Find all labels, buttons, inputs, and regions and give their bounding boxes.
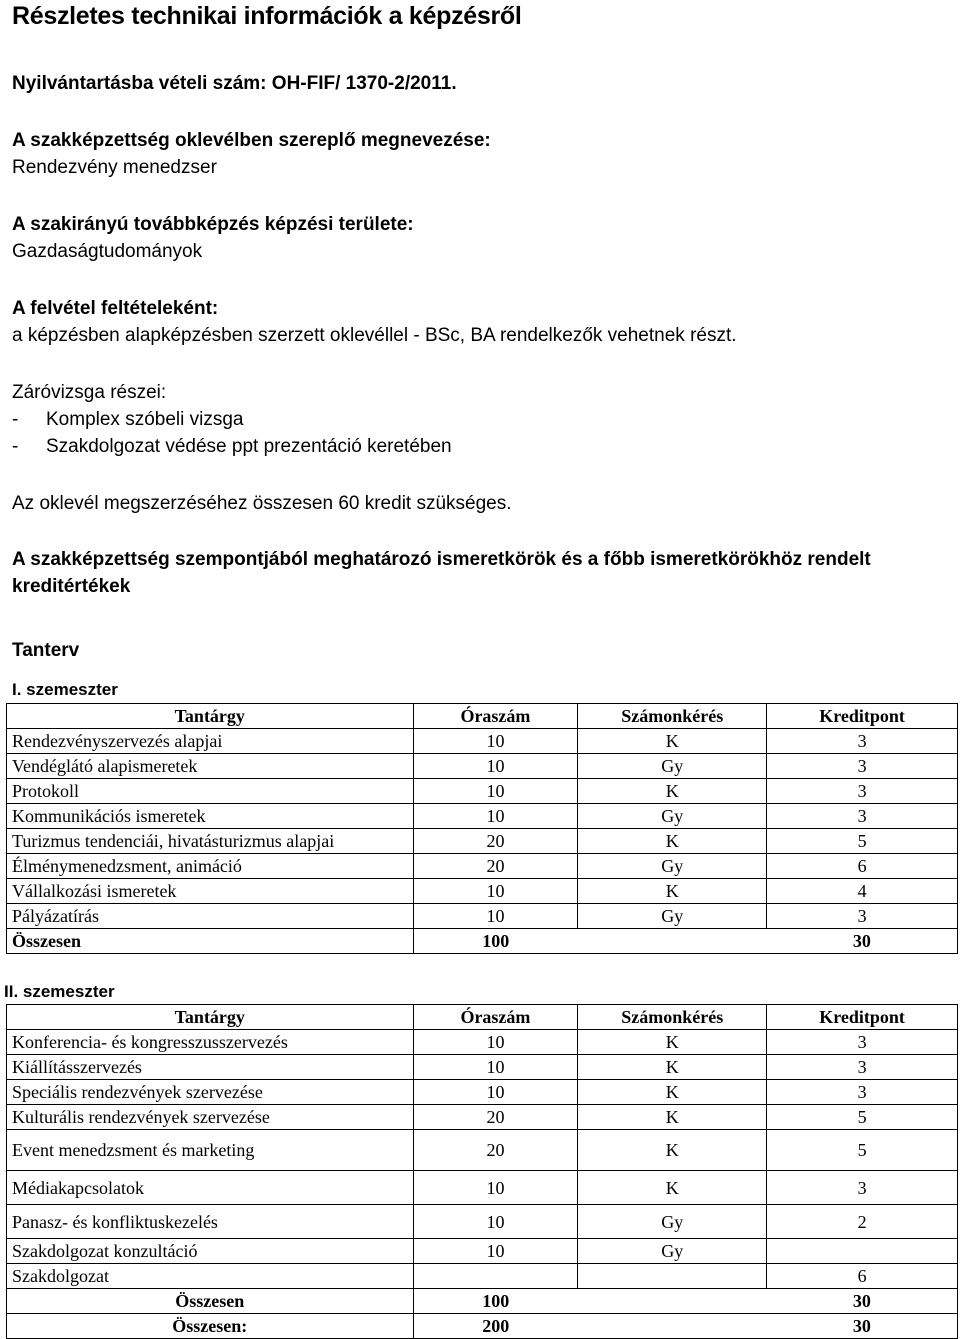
total-empty bbox=[578, 929, 767, 954]
admission-label: A felvétel feltételeként: bbox=[12, 298, 219, 319]
cell-hours: 20 bbox=[413, 1105, 578, 1130]
grand-total-label: Összesen: bbox=[7, 1314, 414, 1339]
cell-credits bbox=[767, 1239, 958, 1264]
cell-assessment: K bbox=[578, 829, 767, 854]
final-exam-item: - Komplex szóbeli vizsga bbox=[12, 409, 244, 430]
cell-credits: 3 bbox=[767, 804, 958, 829]
table-row bbox=[7, 1105, 958, 1130]
table-row bbox=[7, 879, 958, 904]
cell-credits: 2 bbox=[767, 1205, 958, 1239]
cell-subject: Médiakapcsolatok bbox=[7, 1171, 414, 1205]
field-label: A szakirányú továbbképzés képzési területe: bbox=[12, 214, 414, 235]
cell-hours: 20 bbox=[413, 854, 578, 879]
qualification-label: A szakképzettség oklevélben szereplő megnevezése: bbox=[12, 130, 491, 151]
knowledge-heading: A szakképzettség szempontjából meghatározó ismeretkörök és a főbb ismeretkörökhöz rendelt kreditértékek bbox=[12, 549, 871, 597]
cell-assessment: Gy bbox=[578, 854, 767, 879]
cell-assessment: Gy bbox=[578, 1239, 767, 1264]
total-empty bbox=[578, 1289, 767, 1314]
grand-total-credits: 30 bbox=[767, 1314, 958, 1339]
cell-hours: 10 bbox=[413, 1080, 578, 1105]
table-row bbox=[7, 1030, 958, 1055]
table-row bbox=[7, 1264, 958, 1289]
table-header-row bbox=[7, 1005, 958, 1030]
cell-subject: Kommunikációs ismeretek bbox=[7, 804, 414, 829]
cell-hours: 10 bbox=[413, 754, 578, 779]
cell-assessment: K bbox=[578, 1055, 767, 1080]
table-row bbox=[7, 804, 958, 829]
cell-subject: Konferencia- és kongresszusszervezés bbox=[7, 1030, 414, 1055]
cell-assessment: K bbox=[578, 729, 767, 754]
table-row bbox=[7, 1239, 958, 1264]
field-value: Gazdaságtudományok bbox=[12, 241, 203, 262]
curriculum-heading: Tanterv bbox=[12, 640, 80, 661]
cell-hours: 10 bbox=[413, 729, 578, 754]
cell-credits: 6 bbox=[767, 854, 958, 879]
grand-total-hours: 200 bbox=[413, 1314, 578, 1339]
total-hours: 100 bbox=[413, 929, 578, 954]
cell-hours bbox=[413, 1264, 578, 1289]
cell-hours: 10 bbox=[413, 1171, 578, 1205]
cell-credits: 3 bbox=[767, 779, 958, 804]
cell-subject: Event menedzsment és marketing bbox=[7, 1130, 414, 1171]
qualification-value: Rendezvény menedzser bbox=[12, 157, 217, 178]
cell-subject: Rendezvényszervezés alapjai bbox=[7, 729, 414, 754]
grand-total-empty bbox=[578, 1314, 767, 1339]
cell-subject: Vendéglátó alapismeretek bbox=[7, 754, 414, 779]
grand-total-row bbox=[7, 1314, 958, 1339]
table-header-row bbox=[7, 704, 958, 729]
cell-assessment: K bbox=[578, 1171, 767, 1205]
cell-assessment: K bbox=[578, 1130, 767, 1171]
table-row bbox=[7, 1130, 958, 1171]
cell-credits: 3 bbox=[767, 904, 958, 929]
cell-hours: 10 bbox=[413, 1205, 578, 1239]
cell-credits: 3 bbox=[767, 1055, 958, 1080]
cell-credits: 5 bbox=[767, 1105, 958, 1130]
total-row bbox=[7, 1289, 958, 1314]
cell-assessment bbox=[578, 1264, 767, 1289]
total-label: Összesen bbox=[7, 1289, 414, 1314]
cell-credits: 5 bbox=[767, 1130, 958, 1171]
total-label: Összesen bbox=[7, 929, 414, 954]
total-credits: 30 bbox=[767, 1289, 958, 1314]
semester2-label: II. szemeszter bbox=[4, 982, 115, 1001]
header-hours: Óraszám bbox=[413, 1005, 578, 1030]
table-row bbox=[7, 754, 958, 779]
cell-subject: Speciális rendezvények szervezése bbox=[7, 1080, 414, 1105]
cell-hours: 10 bbox=[413, 1030, 578, 1055]
cell-subject: Turizmus tendenciái, hivatásturizmus alapjai bbox=[7, 829, 414, 854]
total-credits: 30 bbox=[767, 929, 958, 954]
cell-subject: Panasz- és konfliktuskezelés bbox=[7, 1205, 414, 1239]
cell-subject: Szakdolgozat konzultáció bbox=[7, 1239, 414, 1264]
cell-credits: 3 bbox=[767, 1171, 958, 1205]
page-title: Részletes technikai információk a képzésről bbox=[12, 2, 522, 30]
total-hours: 100 bbox=[413, 1289, 578, 1314]
semester2-table bbox=[6, 1004, 958, 1339]
cell-credits: 3 bbox=[767, 754, 958, 779]
credits-note: Az oklevél megszerzéséhez összesen 60 kredit szükséges. bbox=[12, 493, 512, 514]
table-row bbox=[7, 854, 958, 879]
cell-hours: 10 bbox=[413, 904, 578, 929]
header-hours: Óraszám bbox=[413, 704, 578, 729]
cell-subject: Élménymenedzsment, animáció bbox=[7, 854, 414, 879]
semester1-label: I. szemeszter bbox=[12, 680, 118, 699]
header-credits: Kreditpont bbox=[767, 704, 958, 729]
cell-hours: 10 bbox=[413, 1239, 578, 1264]
cell-subject: Pályázatírás bbox=[7, 904, 414, 929]
cell-hours: 10 bbox=[413, 779, 578, 804]
admission-value: a képzésben alapképzésben szerzett oklevéllel - BSc, BA rendelkezők vehetnek részt. bbox=[12, 325, 737, 346]
table-row bbox=[7, 729, 958, 754]
semester1-table bbox=[6, 703, 958, 954]
cell-assessment: K bbox=[578, 779, 767, 804]
header-assessment: Számonkérés bbox=[578, 1005, 767, 1030]
cell-assessment: Gy bbox=[578, 1205, 767, 1239]
cell-hours: 20 bbox=[413, 829, 578, 854]
header-subject: Tantárgy bbox=[7, 1005, 414, 1030]
final-exam-item: - Szakdolgozat védése ppt prezentáció keretében bbox=[12, 436, 452, 457]
table-row bbox=[7, 779, 958, 804]
table-row bbox=[7, 1055, 958, 1080]
cell-hours: 10 bbox=[413, 804, 578, 829]
final-exam-label: Záróvizsga részei: bbox=[12, 382, 167, 403]
cell-assessment: Gy bbox=[578, 904, 767, 929]
cell-assessment: K bbox=[578, 1105, 767, 1130]
header-assessment: Számonkérés bbox=[578, 704, 767, 729]
total-row bbox=[7, 929, 958, 954]
cell-credits: 3 bbox=[767, 1080, 958, 1105]
registration-number: Nyilvántartásba vételi szám: OH-FIF/ 1370-2/2011. bbox=[12, 73, 457, 94]
cell-subject: Protokoll bbox=[7, 779, 414, 804]
header-subject: Tantárgy bbox=[7, 704, 414, 729]
cell-assessment: K bbox=[578, 879, 767, 904]
cell-credits: 5 bbox=[767, 829, 958, 854]
cell-hours: 20 bbox=[413, 1130, 578, 1171]
cell-hours: 10 bbox=[413, 879, 578, 904]
cell-credits: 4 bbox=[767, 879, 958, 904]
table-row bbox=[7, 829, 958, 854]
cell-assessment: Gy bbox=[578, 804, 767, 829]
cell-credits: 3 bbox=[767, 729, 958, 754]
cell-assessment: K bbox=[578, 1080, 767, 1105]
cell-assessment: Gy bbox=[578, 754, 767, 779]
cell-subject: Szakdolgozat bbox=[7, 1264, 414, 1289]
cell-credits: 6 bbox=[767, 1264, 958, 1289]
table-row bbox=[7, 904, 958, 929]
table-row bbox=[7, 1080, 958, 1105]
cell-subject: Kulturális rendezvények szervezése bbox=[7, 1105, 414, 1130]
cell-subject: Vállalkozási ismeretek bbox=[7, 879, 414, 904]
header-credits: Kreditpont bbox=[767, 1005, 958, 1030]
table-row bbox=[7, 1205, 958, 1239]
cell-credits: 3 bbox=[767, 1030, 958, 1055]
cell-subject: Kiállításszervezés bbox=[7, 1055, 414, 1080]
cell-assessment: K bbox=[578, 1030, 767, 1055]
cell-hours: 10 bbox=[413, 1055, 578, 1080]
table-row bbox=[7, 1171, 958, 1205]
